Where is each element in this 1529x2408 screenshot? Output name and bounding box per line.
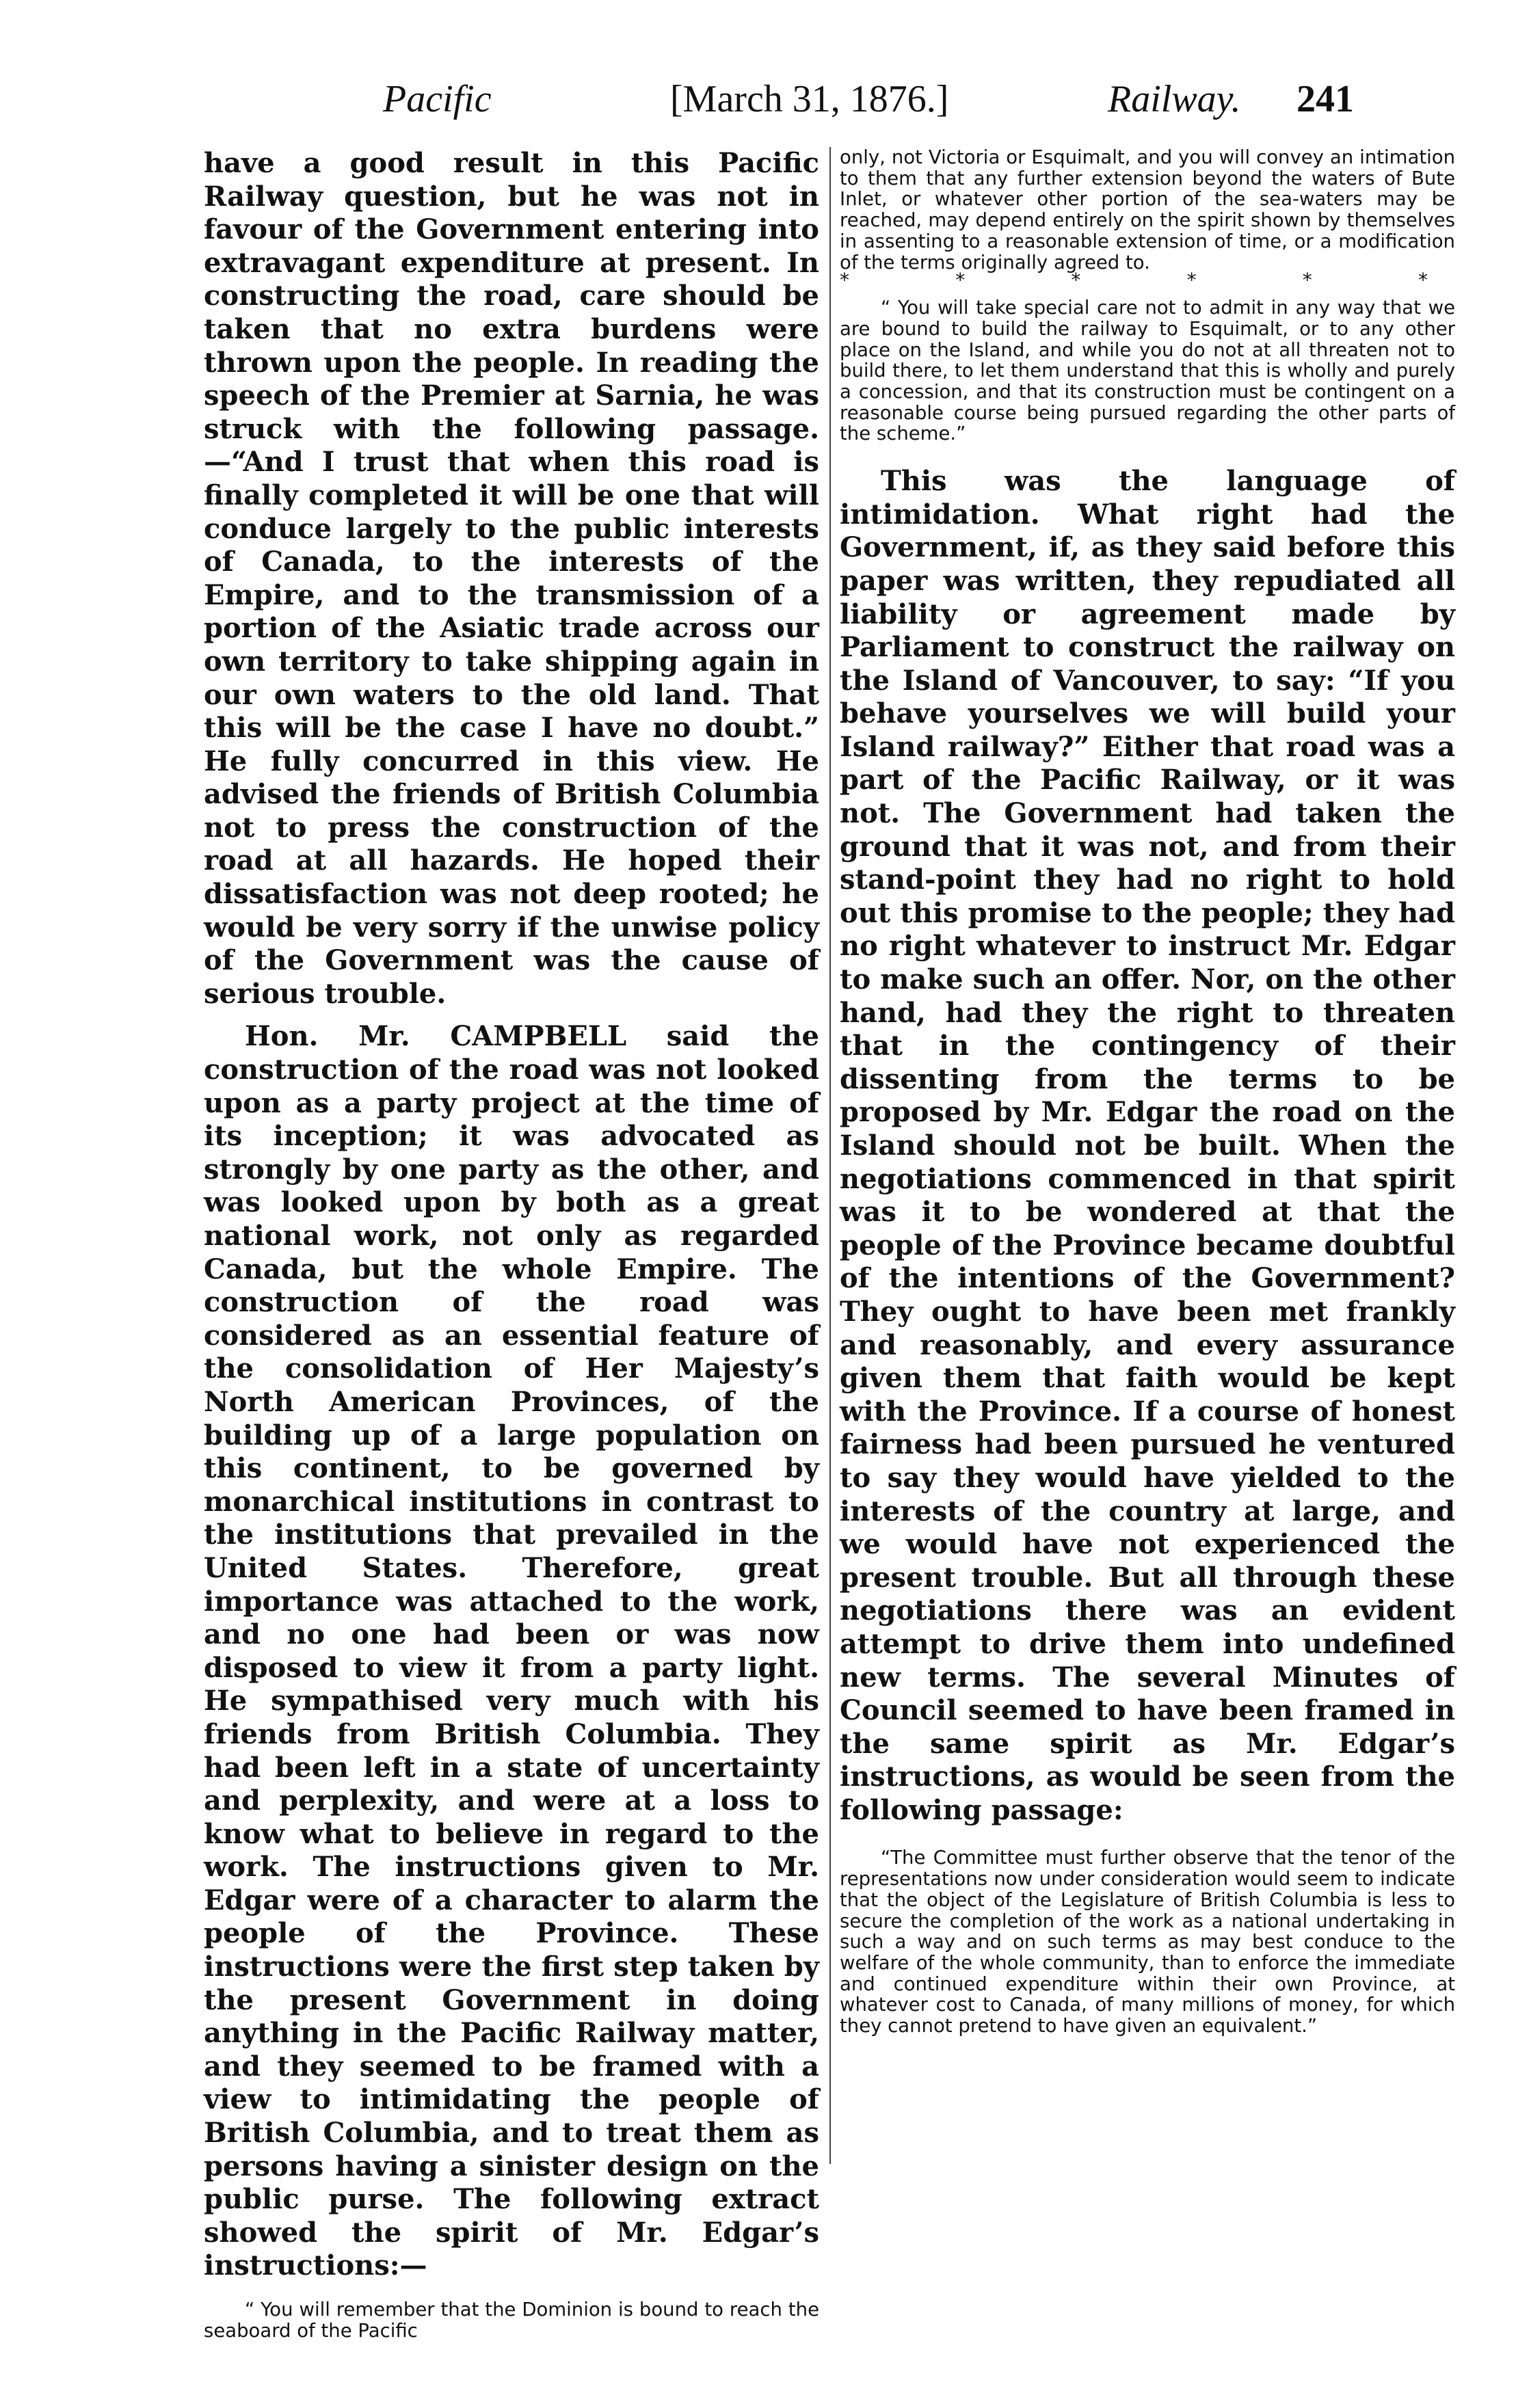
block-quote: only, not Victoria or Esquimalt, and you will convey an intimation to them that any further extension beyond the waters of Bute Inlet, or whatever other portion of the sea-waters may be reached, may depend entirely on the spirit shown by themselves in assenting to a reasonable extension of time, or a modification of the terms originally agreed to. bbox=[840, 146, 1455, 273]
star-mark: * bbox=[1071, 269, 1081, 292]
block-quote: “ You will remember that the Dominion is bound to reach the seaboard of the Pacific bbox=[204, 2299, 819, 2342]
header-left-title: Pacific bbox=[383, 78, 492, 120]
star-mark: * bbox=[1186, 269, 1197, 292]
star-mark: * bbox=[1418, 269, 1428, 292]
page-header bbox=[383, 68, 1354, 130]
body-paragraph: have a good result in this Pacific Railway question, but he was not in favour of the Government entering into extravagant expenditure at present. In constructing the road, care should be taken that no extra burdens were thrown upon the people. In reading the speech of the Premier at Sarnia, he was struck with the following passage.—“And I trust that when this road is finally completed it will be one that will conduce largely to the public interests of Canada, to the interests of the Empire, and to the transmission of a portion of the Asiatic trade across our own territory to take shipping again in our own waters to the old land. That this will be the case I have no doubt.” He fully concurred in this view. He advised the friends of British Columbia not to press the construction of the road at all hazards. He hoped their dissatisfaction was not deep rooted; he would be very sorry if the unwise policy of the Government was the cause of serious trouble. bbox=[204, 147, 819, 1010]
header-date: [March 31, 1876.] bbox=[670, 78, 949, 120]
body-paragraph: This was the language of intimidation. What right had the Government, if, as they said before this paper was written, they repudiated all liability or agreement made by Parliament to construct the railway on the Island of Vancouver, to say: “If you behave yourselves we will build your Island railway?” Either that road was a part of the Pacific Railway, or it was not. The Government had taken the ground that it was not, and from their stand-point they had no right to hold out this promise to the people; they had no right whatever to instruct Mr. Edgar to make such an offer. Nor, on the other hand, had they the right to threaten that in the contingency of their dissenting from the terms to be proposed by Mr. Edgar the road on the Island should not be built. When the negotiations commenced in that spirit was it to be wondered at that the people of the Province became doubtful of the intentions of the Government? They ought to have been met frankly and reasonably, and every assurance given them that faith would be kept with the Province. If a course of honest fairness had been pursued he ventured to say they would have yielded to the interests of the country at large, and we would have not experienced the present trouble. But all through these negotiations there was an evident attempt to drive them into undefined new terms. The several Minutes of Council seemed to have been framed in the same spirit as Mr. Edgar’s instructions, as would be seen from the following passage: bbox=[840, 465, 1455, 1826]
column-divider bbox=[829, 147, 831, 2164]
left-column bbox=[204, 147, 819, 2341]
block-quote: “ You will take special care not to admit in any way that we are bound to build the railway to Esquimalt, or to any other place on the Island, and while you do not at all threaten not to build there, to let them understand that this is wholly and purely a concession, and that its construction must be contingent on a reasonable course being pursued regarding the other parts of the scheme.” bbox=[840, 297, 1455, 445]
body-paragraph: Hon. Mr. CAMPBELL said the construction of the road was not looked upon as a party project at the time of its inception; it was advocated as strongly by one party as the other, and was looked upon by both as a great national work, not only as regarded Canada, but the whole Empire. The construction of the road was considered as an essential feature of the consolidation of Her Majesty’s North American Provinces, of the building up of a large population on this continent, to be governed by monarchical institutions in contrast to the institutions that prevailed in the United States. Therefore, great importance was attached to the work, and no one had been or was now disposed to view it from a party light. He sympathised very much with his friends from British Columbia. They had been left in a state of uncertainty and perplexity, and were at a loss to know what to believe in regard to the work. The instructions given to Mr. Edgar were of a character to alarm the people of the Province. These instructions were the first step taken by the present Government in doing anything in the Pacific Railway matter, and they seemed to be framed with a view to intimidating the people of British Columbia, and to treat them as persons having a sinister design on the public purse. The following extract showed the spirit of Mr. Edgar’s instructions:— bbox=[204, 1020, 819, 2282]
block-quote: “The Committee must further observe that the tenor of the representations now under consideration would seem to indicate that the object of the Legislature of British Columbia is less to secure the completion of the work as a national undertaking in such a way and on such terms as may best conduce to the welfare of the whole community, than to enforce the immediate and continued expenditure within their own Province, at whatever cost to Canada, of many millions of money, for which they cannot pretend to have given an equivalent.” bbox=[840, 1847, 1455, 2037]
star-mark: * bbox=[1302, 269, 1312, 292]
star-mark: * bbox=[955, 269, 966, 292]
header-right-title: Railway. bbox=[1108, 78, 1241, 120]
page-number: 241 bbox=[1297, 78, 1354, 120]
ellipsis-stars bbox=[840, 269, 1455, 292]
right-column bbox=[840, 147, 1455, 2037]
star-mark: * bbox=[840, 269, 849, 292]
